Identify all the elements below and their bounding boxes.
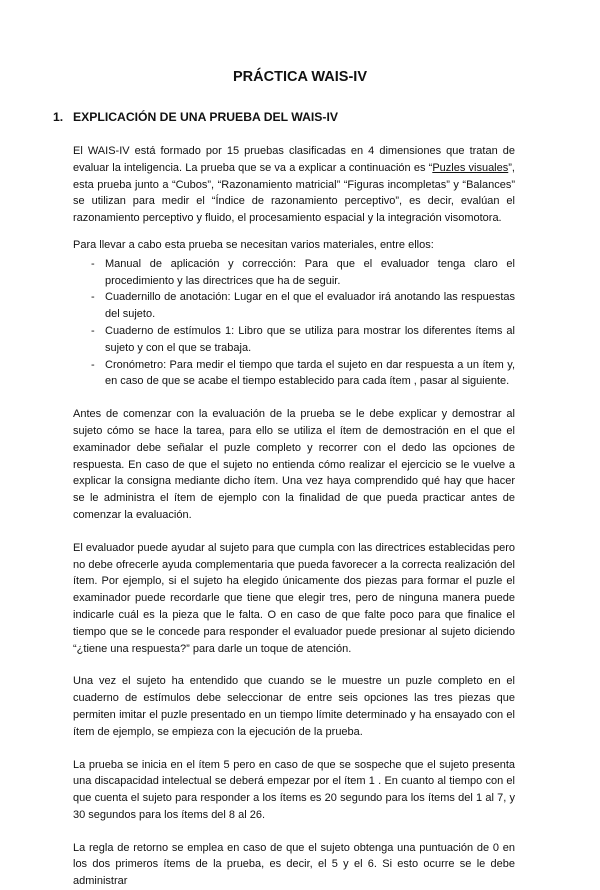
page-title: PRÁCTICA WAIS-IV [233, 69, 367, 85]
paragraph-demonstration: Antes de comenzar con la evaluación de la prueba se le debe explicar y demostrar al sujeto cómo se hace la tarea, para ello se utiliza el ítem de demostración en el que el examinador debe señalar el puzle completo y recorrer con el dedo las opciones de respuesta. En caso de que el sujeto no entienda cómo realizar el ejercicio se le vuelve a explicar la consigna mediante dicho ítem. Una vez haya comprendido qué hay que hacer se le administra el ítem de ejemplo con la finalidad de que pueda practicar antes de comenzar la evaluación. [73, 408, 515, 521]
list-item: - Cuaderno de estímulos 1: Libro que se utiliza para mostrar los diferentes ítems al sujeto y con el que se trabaja. [73, 323, 515, 357]
section-heading-text: EXPLICACIÓN DE UNA PRUEBA DEL WAIS-IV [73, 110, 338, 124]
section-number: 1. [53, 110, 64, 124]
paragraph-execution: Una vez el sujeto ha entendido que cuando se le muestre un puzle completo en el cuaderno de estímulos debe seleccionar de entre seis opciones las tres piezas que permiten imitar el puzle presentado en un tiempo límite determinado y ha ensayado con el ítem de ejemplo, se empieza con la ejecución de la prueba. [73, 675, 515, 738]
puzles-visuales-link[interactable]: Puzles visuales [432, 161, 509, 174]
list-item: - Cuadernillo de anotación: Lugar en el que el evaluador irá anotando las respuestas del sujeto. [73, 289, 515, 323]
list-item: - Cronómetro: Para medir el tiempo que tarda el sujeto en dar respuesta a un ítem y, en caso de que se acabe el tiempo establecido para cada ítem , pasar al siguiente. [73, 357, 515, 391]
section-heading [53, 110, 338, 124]
paragraph-start-time: La prueba se inicia en el ítem 5 pero en caso de que se sospeche que el sujeto presenta una discapacidad intelectual se deberá empezar por el ítem 1 . En cuanto al tiempo con el que cuenta el sujeto para responder a los ítems es 20 segundo para los ítems del 1 al 7, y 30 segundos para los ítems del 8 al 26. [73, 758, 515, 821]
paragraph-intro [73, 143, 515, 227]
document-body [73, 143, 515, 890]
materials-intro: Para llevar a cabo esta prueba se necesitan varios materiales, entre ellos: [73, 238, 434, 251]
paragraph-return-rule: La regla de retorno se emplea en caso de que el sujeto obtenga una puntuación de 0 en los dos primeros ítems de la prueba, es decir, el 5 y el 6. Si esto ocurre se le debe administrar [73, 841, 515, 888]
paragraph-intro-text-b: ”, esta prueba junto a “Cubos”, “Razonamiento matricial” “Figuras incompletas” y “Balances” se utilizan para medir el “Índice de razonamiento perceptivo”, es decir, evalúan el razonamiento perceptivo y fluido, el procesamiento espacial y la integración visomotora. [73, 161, 515, 225]
paragraph-evaluator-help: El evaluador puede ayudar al sujeto para que cumpla con las directrices establecidas pero no debe ofrecerle ayuda complementaria que pueda favorecer a la correcta realización del ítem. Por ejemplo, si el sujeto ha elegido únicamente dos piezas para formar el puzle el examinador puede recordarle que tiene que elegir tres, pero de ninguna manera puede indicarle cuál es la pieza que le falta. O en caso de que falte poco para que finalice el tiempo que se le concede para responder el evaluador puede presionar al sujeto diciendo “¿tiene una respuesta?” para darle un toque de atención. [73, 541, 515, 655]
paragraph-intro-text-a: El WAIS-IV está formado por 15 pruebas clasificadas en 4 dimensiones que tratan de evaluar la inteligencia. La prueba que se va a explicar a continuación es “ [73, 145, 515, 174]
materials-list [73, 256, 515, 390]
list-item: - Manual de aplicación y corrección: Para que el evaluador tenga claro el procedimiento y las directrices que ha de seguir. [73, 256, 515, 290]
